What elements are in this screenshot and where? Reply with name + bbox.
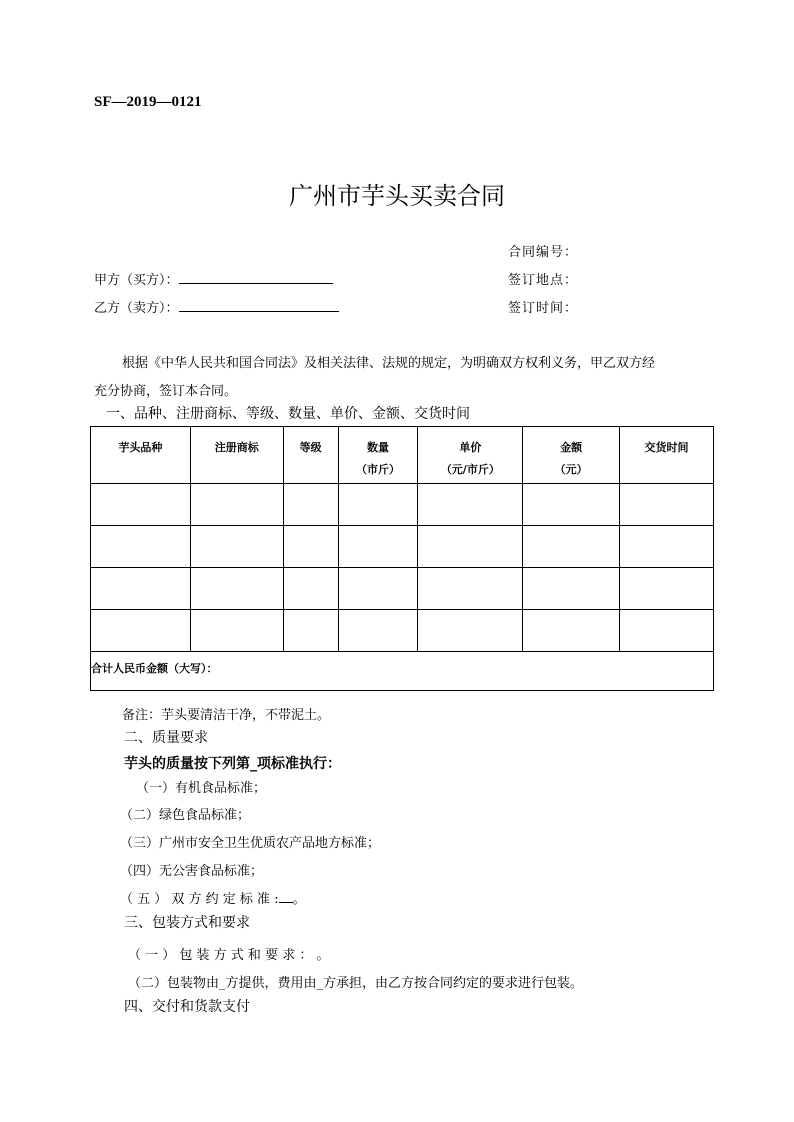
signing-place-label: 签订地点： xyxy=(508,273,579,288)
document-code: SF—2019—0121 xyxy=(94,94,202,110)
signing-time-label: 签订时间： xyxy=(508,301,579,316)
header-delivery-time: 交货时间 xyxy=(620,427,714,484)
section-2-heading: 二、质量要求 xyxy=(124,730,208,746)
table-row xyxy=(91,568,714,610)
header-variety: 芋头品种 xyxy=(91,427,191,484)
quality-option-1: （一）有机食品标准； xyxy=(136,781,267,796)
quality-option-4: （四）无公害食品标准； xyxy=(120,864,264,879)
header-unit-price: 单价 （元/市斤） xyxy=(418,427,523,484)
total-amount-cell[interactable] xyxy=(91,652,714,691)
table-row xyxy=(91,484,714,526)
header-trademark: 注册商标 xyxy=(190,427,283,484)
table-row xyxy=(91,526,714,568)
table-cell[interactable] xyxy=(523,526,620,568)
note: 备注：芋头要清洁干净，不带泥土。 xyxy=(122,708,331,723)
table-cell[interactable] xyxy=(91,610,191,652)
buyer-name-field[interactable] xyxy=(179,271,333,284)
table-cell[interactable] xyxy=(91,526,191,568)
table-cell[interactable] xyxy=(620,484,714,526)
packing-item-1: （ 一 ） 包 装 方 式 和 要 求 ： 。 xyxy=(128,948,330,963)
header-grade: 等级 xyxy=(283,427,338,484)
section-3-heading: 三、包装方式和要求 xyxy=(124,915,250,931)
table-cell[interactable] xyxy=(283,610,338,652)
table-cell[interactable] xyxy=(91,484,191,526)
quality-intro: 芋头的质量按下列第_项标准执行： xyxy=(124,756,341,772)
contract-number-label: 合同编号： xyxy=(508,245,579,260)
table-cell[interactable] xyxy=(523,610,620,652)
table-header-row xyxy=(91,427,714,484)
intro-line-1: 根据《中华人民共和国合同法》及相关法律、法规的规定，为明确双方权利义务，甲乙双方经 xyxy=(122,356,656,371)
table-cell[interactable] xyxy=(190,610,283,652)
table-cell[interactable] xyxy=(91,568,191,610)
agreed-standard-field[interactable] xyxy=(279,890,293,903)
buyer-row xyxy=(94,269,333,288)
total-amount-label: 合计人民币金额（大写）： xyxy=(91,662,218,675)
quality-option-2: （二）绿色食品标准； xyxy=(120,808,251,823)
table-total-row xyxy=(91,652,714,691)
table-cell[interactable] xyxy=(620,526,714,568)
table-cell[interactable] xyxy=(338,610,418,652)
intro-line-2: 充分协商，签订本合同。 xyxy=(94,384,238,399)
table-cell[interactable] xyxy=(338,484,418,526)
table-cell[interactable] xyxy=(418,610,523,652)
table-cell[interactable] xyxy=(190,526,283,568)
page-title: 广州市芋头买卖合同 xyxy=(289,182,505,210)
table-cell[interactable] xyxy=(190,484,283,526)
buyer-label: 甲方（买方）： xyxy=(94,273,179,288)
table-cell[interactable] xyxy=(523,484,620,526)
table-cell[interactable] xyxy=(283,484,338,526)
seller-row xyxy=(94,297,339,316)
table-cell[interactable] xyxy=(523,568,620,610)
table-cell[interactable] xyxy=(418,526,523,568)
header-quantity: 数量 （市斤） xyxy=(338,427,418,484)
table-row xyxy=(91,610,714,652)
packing-item-2: （二）包装物由_方提供，费用由_方承担，由乙方按合同约定的要求进行包装。 xyxy=(128,976,584,991)
table-cell[interactable] xyxy=(338,568,418,610)
table-cell[interactable] xyxy=(620,610,714,652)
table-cell[interactable] xyxy=(338,526,418,568)
seller-name-field[interactable] xyxy=(179,299,339,312)
section-1-heading: 一、品种、注册商标、等级、数量、单价、金额、交货时间 xyxy=(106,406,470,422)
quality-option-3: （三）广州市安全卫生优质农产品地方标准； xyxy=(120,836,381,851)
table-cell[interactable] xyxy=(190,568,283,610)
table-cell[interactable] xyxy=(418,484,523,526)
quality-option-5: （ 五 ） 双 方 约 定 标 准 : 。 xyxy=(120,892,306,907)
section-4-heading: 四、交付和货款支付 xyxy=(124,999,250,1015)
header-amount: 金额 （元） xyxy=(523,427,620,484)
table-cell[interactable] xyxy=(283,568,338,610)
seller-label: 乙方（卖方）： xyxy=(94,301,179,316)
table-cell[interactable] xyxy=(418,568,523,610)
table-cell[interactable] xyxy=(620,568,714,610)
product-table xyxy=(90,426,714,691)
table-cell[interactable] xyxy=(283,526,338,568)
